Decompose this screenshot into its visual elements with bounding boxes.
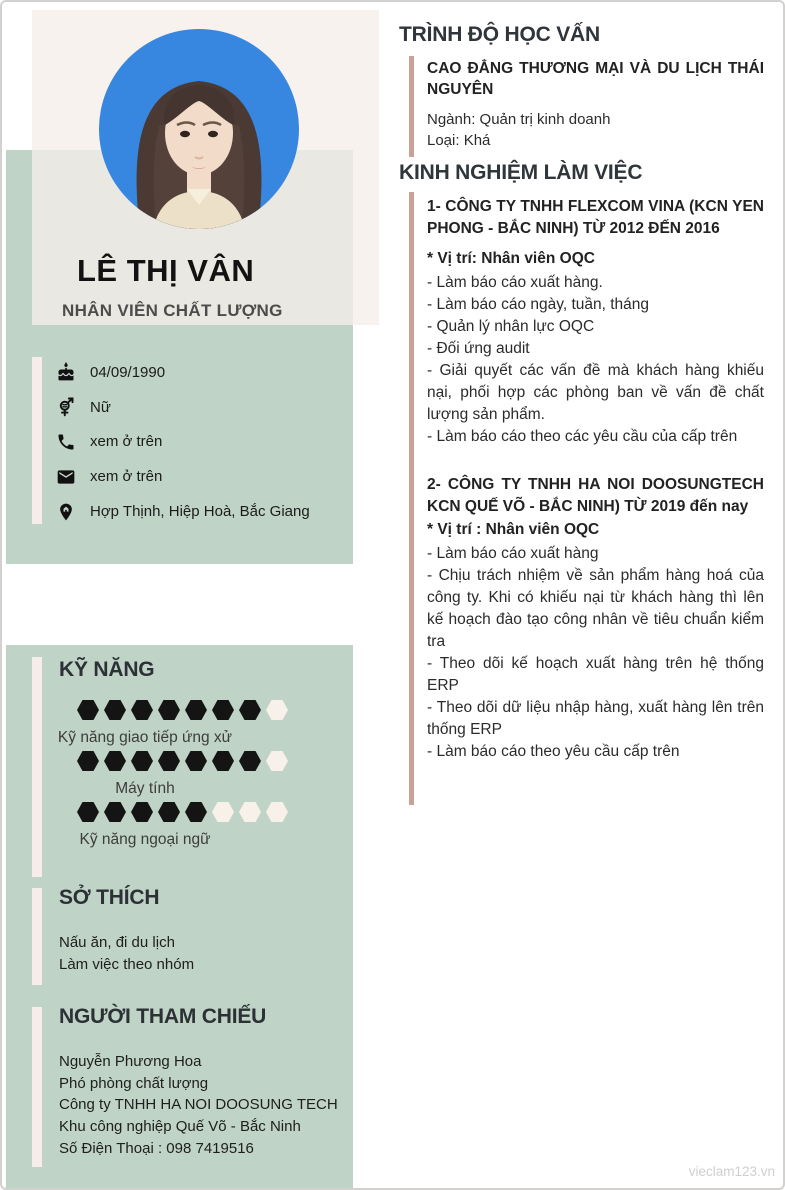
hexagon-filled <box>131 751 153 771</box>
contact-row-email <box>55 459 345 494</box>
hobby-item: Nấu ăn, đi du lịch <box>59 934 175 951</box>
duty-item: - Chịu trách nhiệm về sản phẩm hàng hoá của công ty. Khi có khiếu nại từ khách hàng thì lên kế hoạch đào tạo công nhân về tiêu chuẩn kiểm tra <box>427 567 764 650</box>
email-value: xem ở trên <box>90 468 163 486</box>
location-icon <box>55 501 77 523</box>
hexagon-empty <box>266 751 288 771</box>
job-title: 1- CÔNG TY TNHH FLEXCOM VINA (KCN YEN PHONG - BẮC NINH) TỪ 2012 ĐẾN 2016 <box>427 198 764 237</box>
job-title: 2- CÔNG TY TNHH HA NOI DOOSUNGTECH KCN QUẾ VÕ - BẮC NINH) TỪ 2019 đến nay <box>427 476 764 515</box>
hexagon-filled <box>77 802 99 822</box>
hexagon-filled <box>185 802 207 822</box>
skill-label: Kỹ năng giao tiếp ứng xử <box>57 729 233 746</box>
reference-phone: Số Điện Thoại : 098 7419516 <box>59 1139 254 1157</box>
gender-value: Nữ <box>90 398 111 416</box>
education-heading: TRÌNH ĐỘ HỌC VẤN <box>399 23 600 46</box>
site-watermark: vieclam123.vn <box>688 1164 775 1179</box>
candidate-name: LÊ THỊ VÂN <box>77 253 255 288</box>
profile-photo <box>99 29 299 229</box>
duty-item: - Giải quyết các vấn đề mà khách hàng khiếu nại, phối hợp các phòng ban về vấn đề chất lượng sản phẩm. <box>427 362 764 423</box>
education-block <box>409 56 764 157</box>
job-position: * Vị trí: Nhân viên OQC <box>427 250 595 267</box>
address-value: Hợp Thịnh, Hiệp Hoà, Bắc Giang <box>90 503 310 521</box>
hobbies-list <box>59 932 194 976</box>
job-position: * Vị trí : Nhân viên OQC <box>427 521 600 538</box>
education-major: Ngành: Quản trị kinh doanh <box>427 111 611 128</box>
duty-item: - Làm báo cáo xuất hàng. <box>427 274 603 291</box>
contact-row-gender <box>55 390 345 425</box>
skill-label: Máy tính <box>115 780 175 797</box>
contact-row-phone <box>55 425 345 460</box>
hexagon-filled <box>239 751 261 771</box>
duty-item: - Theo dõi dữ liệu nhập hàng, xuất hàng lên trên thống ERP <box>427 699 764 738</box>
hexagon-filled <box>158 751 180 771</box>
duty-item: - Làm báo cáo theo yêu cầu cấp trên <box>427 743 680 760</box>
hexagon-empty <box>266 802 288 822</box>
hobbies-heading: SỞ THÍCH <box>59 886 160 909</box>
reference-details <box>59 1051 338 1160</box>
hexagon-filled <box>131 700 153 720</box>
skill-rating-language <box>32 802 292 822</box>
reference-heading: NGƯỜI THAM CHIẾU <box>59 1005 267 1028</box>
contact-accent-bar <box>32 357 42 524</box>
gender-icon <box>55 396 77 418</box>
hexagon-filled <box>104 802 126 822</box>
reference-accent-bar <box>32 1007 42 1167</box>
duty-item: - Theo dõi kế hoạch xuất hàng trên hệ thống ERP <box>427 655 764 694</box>
hexagon-empty <box>212 802 234 822</box>
skills-heading: KỸ NĂNG <box>59 658 155 681</box>
job-entry-2 <box>427 474 764 763</box>
duty-item: - Quản lý nhân lực OQC <box>427 318 595 335</box>
skill-rating-communication <box>32 700 292 720</box>
reference-address: Khu công nghiệp Quế Võ - Bắc Ninh <box>59 1118 301 1136</box>
experience-block <box>409 192 764 805</box>
hexagon-filled <box>185 700 207 720</box>
duty-item: - Làm báo cáo xuất hàng <box>427 545 599 562</box>
contact-row-birthday <box>55 355 345 390</box>
reference-company: Công ty TNHH HA NOI DOOSUNG TECH <box>59 1096 338 1114</box>
hexagon-filled <box>239 700 261 720</box>
school-name: CAO ĐẲNG THƯƠNG MẠI VÀ DU LỊCH THÁI NGUYÊN <box>427 60 764 98</box>
reference-name: Nguyễn Phương Hoa <box>59 1053 202 1070</box>
cake-icon <box>55 361 77 383</box>
hexagon-filled <box>77 700 99 720</box>
hexagon-filled <box>212 700 234 720</box>
hexagon-filled <box>185 751 207 771</box>
duty-item: - Làm báo cáo theo các yêu cầu của cấp trên <box>427 428 738 445</box>
skill-rating-computer <box>32 751 292 771</box>
phone-value: xem ở trên <box>90 433 163 451</box>
hobby-item: Làm việc theo nhóm <box>59 956 195 973</box>
job-entry-1 <box>427 196 764 448</box>
hexagon-filled <box>77 751 99 771</box>
hexagon-filled <box>158 700 180 720</box>
phone-icon <box>55 431 77 453</box>
hexagon-filled <box>212 751 234 771</box>
contact-section <box>55 355 345 529</box>
reference-position: Phó phòng chất lượng <box>59 1074 209 1092</box>
email-icon <box>55 466 77 488</box>
hexagon-filled <box>104 751 126 771</box>
duty-item: - Đối ứng audit <box>427 340 530 357</box>
hexagon-empty <box>266 700 288 720</box>
hexagon-empty <box>239 802 261 822</box>
contact-row-address <box>55 494 345 529</box>
hexagon-filled <box>131 802 153 822</box>
profile-photo-illustration <box>99 29 299 229</box>
hexagon-filled <box>158 802 180 822</box>
experience-heading: KINH NGHIỆM LÀM VIỆC <box>399 161 643 184</box>
duty-item: - Làm báo cáo ngày, tuần, tháng <box>427 296 650 313</box>
candidate-job-title: NHÂN VIÊN CHẤT LƯỢNG <box>62 301 283 320</box>
skill-label: Kỹ năng ngoại ngữ <box>79 831 211 848</box>
birthday-value: 04/09/1990 <box>90 363 166 381</box>
hobbies-accent-bar <box>32 888 42 985</box>
education-grade: Loại: Khá <box>427 132 491 149</box>
hexagon-filled <box>104 700 126 720</box>
skills-section <box>32 700 292 853</box>
